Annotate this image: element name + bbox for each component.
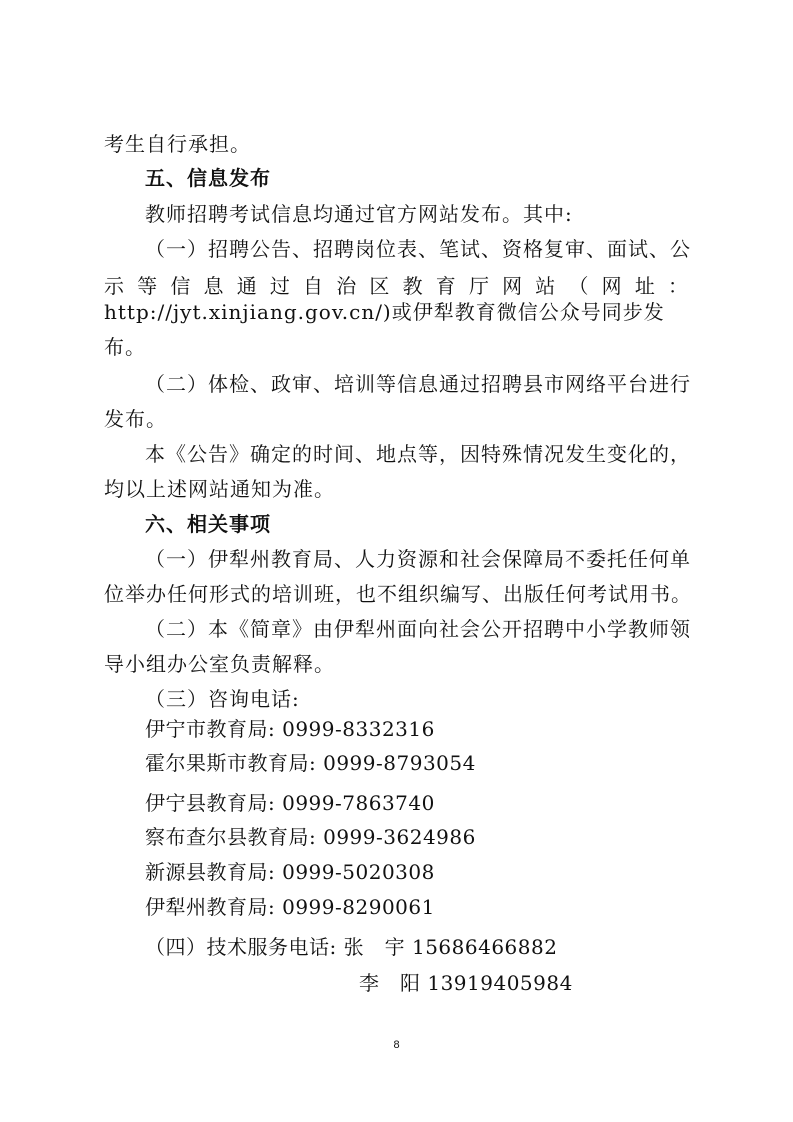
contact-phone: 0999-5020308 [282, 860, 435, 884]
contact-line [145, 855, 435, 889]
contact-line [145, 820, 476, 854]
paragraph-text: （二）本《简章》由伊犁州面向社会公开招聘中小学教师领 [145, 617, 691, 641]
paragraph-text: 示等信息通过自治区教育厅网站（网址： [104, 274, 689, 298]
section-heading-related-matters: 六、相关事项 [145, 512, 271, 536]
tech-contact-phone: 15686466882 [411, 935, 558, 959]
tech-contact-name: 张 宇 [343, 935, 406, 959]
contact-line [145, 746, 476, 780]
paragraph-text: 发布。 [104, 407, 167, 431]
tech-contact-name: 李 阳 [359, 971, 421, 995]
contact-label: 霍尔果斯市教育局: [145, 751, 317, 775]
paragraph-text: （三）咨询电话: [145, 687, 300, 711]
contact-phone: 0999-8793054 [323, 751, 476, 775]
paragraph-text: （一）伊犁州教育局、人力资源和社会保障局不委托任何单 [145, 547, 691, 571]
contact-line [145, 786, 435, 820]
contact-phone: 0999-8332316 [282, 717, 435, 741]
paragraph-text: 布。 [104, 335, 146, 359]
contact-line [145, 890, 435, 924]
section-heading-info-release: 五、信息发布 [145, 166, 271, 190]
contact-phone: 0999-7863740 [282, 791, 435, 815]
paragraph-text: 均以上述网站通知为准。 [104, 477, 335, 501]
contact-line [145, 712, 435, 746]
paragraph-text: （二）体检、政审、培训等信息通过招聘县市网络平台进行 [145, 372, 691, 396]
paragraph-text: 本《公告》确定的时间、地点等，因特殊情况发生变化的， [145, 442, 691, 466]
contact-phone: 0999-3624986 [323, 825, 476, 849]
paragraph-text: 考生自行承担。 [104, 132, 251, 156]
contact-label: 伊宁县教育局: [145, 791, 276, 815]
paragraph-text: 教师招聘考试信息均通过官方网站发布。其中: [145, 202, 573, 226]
contact-phone: 0999-8290061 [282, 895, 435, 919]
tech-service-line [145, 930, 557, 964]
paragraph-text: 导小组办公室负责解释。 [104, 652, 335, 676]
contact-label: 新源县教育局: [145, 860, 276, 884]
contact-label: 伊宁市教育局: [145, 717, 276, 741]
contact-label: 察布查尔县教育局: [145, 825, 317, 849]
tech-service-line [359, 966, 573, 1000]
contact-label: 伊犁州教育局: [145, 895, 276, 919]
paragraph-text: 位举办任何形式的培训班，也不组织编写、出版任何考试用书。 [104, 582, 692, 606]
paragraph-text: （一）招聘公告、招聘岗位表、笔试、资格复审、面试、公 [145, 237, 691, 261]
tech-contact-phone: 13919405984 [427, 971, 573, 995]
tech-service-label: （四）技术服务电话: [145, 935, 337, 959]
page-number: 8 [393, 1039, 400, 1051]
website-url-text: http://jyt.xinjiang.gov.cn/)或伊犁教育微信公众号同步发 [104, 300, 665, 324]
